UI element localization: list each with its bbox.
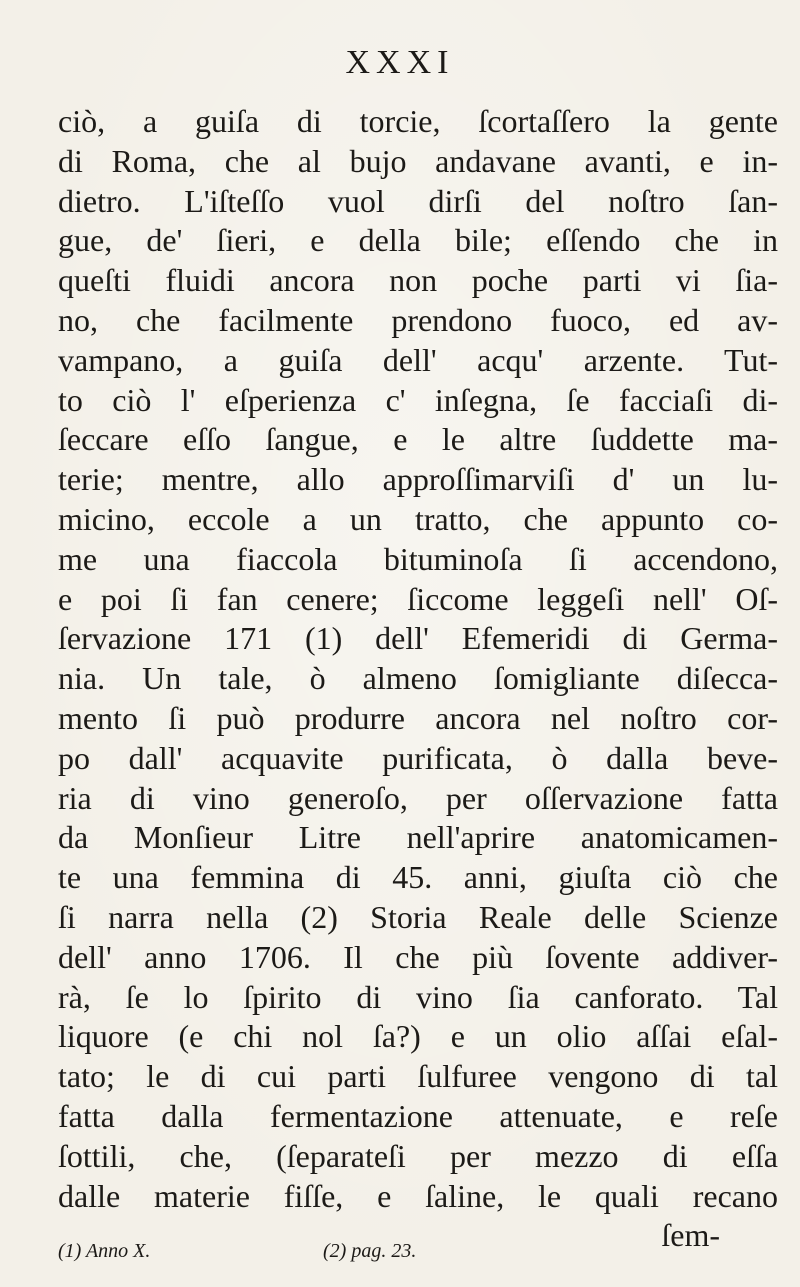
text-line: ſi narra nella (2) Storia Reale delle Scienze <box>58 898 778 935</box>
text-line: terie; mentre, allo approſſimarviſi d' un lu- <box>58 461 778 498</box>
text-line: fatta dalla fermentazione attenuate, e reſe <box>58 1097 778 1134</box>
text-line: mento ſi può produrre ancora nel noſtro cor- <box>58 699 778 736</box>
text-line: ſeccare eſſo ſangue, e le altre ſuddette ma- <box>58 421 778 458</box>
text-line: nia. Un tale, ò almeno ſomigliante diſecca- <box>58 660 778 697</box>
text-line: po dall' acquavite purificata, ò dalla beve- <box>58 739 778 776</box>
page-number: XXXI <box>345 44 455 81</box>
text-line: vampano, a guiſa dell' acqu' arzente. Tut- <box>58 341 778 378</box>
text-line: tato; le di cui parti ſulfuree vengono di tal <box>58 1058 778 1095</box>
text-line: micino, eccole a un tratto, che appunto co- <box>58 500 778 537</box>
text-line: to ciò l' eſperienza c' inſegna, ſe facciaſi di- <box>58 381 778 418</box>
text-line: queſti fluidi ancora non poche parti vi ſia- <box>58 262 778 299</box>
text-line: di Roma, che al bujo andavane avanti, e in- <box>58 142 778 179</box>
text-line: liquore (e chi nol ſa?) e un olio aſſai eſal- <box>58 1018 778 1055</box>
text-line: e poi ſi fan cenere; ſiccome leggeſi nell' Oſ- <box>58 580 778 617</box>
text-line: ciò, a guiſa di torcie, ſcortaſſero la gente <box>58 103 778 139</box>
text-line: rà, ſe lo ſpirito di vino ſia canforato. Tal <box>58 978 778 1015</box>
text-line: dell' anno 1706. Il che più ſovente addiver- <box>58 938 778 975</box>
text-line: gue, de' ſieri, e della bile; eſſendo che in <box>58 222 778 259</box>
text-line: ria di vino generoſo, per oſſervazione fatta <box>58 779 778 816</box>
text-line: no, che facilmente prendono fuoco, ed av- <box>58 301 778 338</box>
text-line: me una fiaccola bituminoſa ſi accendono, <box>58 540 778 577</box>
page-body <box>58 102 778 1256</box>
text-line: te una femmina di 45. anni, giuſta ciò che <box>58 859 778 896</box>
footnote-1: (1) Anno X. <box>58 1240 151 1262</box>
text-line: ſervazione 171 (1) dell' Efemeridi di Germa- <box>58 620 778 657</box>
catchword: ſem- <box>661 1217 720 1254</box>
footnote-2: (2) pag. 23. <box>323 1240 417 1262</box>
text-line: dietro. L'iſteſſo vuol dirſi del noſtro ſan- <box>58 182 778 219</box>
text-line: ſottili, che, (ſeparateſi per mezzo di eſſa <box>58 1137 778 1174</box>
text-line: da Monſieur Litre nell'aprire anatomicamen- <box>58 819 778 856</box>
text-line: dalle materie fiſſe, e ſaline, le quali recano <box>58 1177 778 1214</box>
